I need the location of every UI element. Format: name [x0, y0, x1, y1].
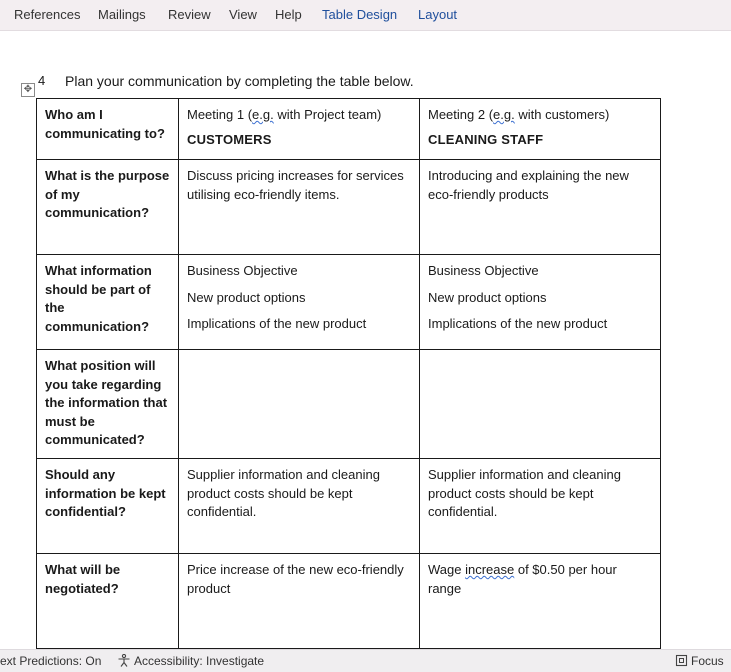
- meeting2-cell[interactable]: [420, 350, 661, 459]
- question-cell[interactable]: [37, 160, 179, 255]
- meeting1-header-cell[interactable]: [179, 99, 420, 160]
- meeting2-cell[interactable]: [420, 255, 661, 350]
- meeting2-cell[interactable]: [420, 459, 661, 554]
- row-question: What position will you take regarding the information that must be communicated?: [45, 358, 168, 447]
- tab-view[interactable]: View: [229, 7, 257, 22]
- row-question: What information should be part of the communication?: [45, 263, 152, 334]
- meeting2-cell[interactable]: [420, 554, 661, 649]
- status-bar: [0, 649, 731, 672]
- cell-text: Supplier information and cleaning product costs should be kept confidential.: [187, 467, 380, 519]
- spelling-flag: e.g.: [252, 107, 274, 122]
- meeting2-audience: CLEANING STAFF: [428, 131, 544, 147]
- table-row: [37, 160, 661, 255]
- row-question: What is the purpose of my communication?: [45, 168, 170, 220]
- meeting2-header-cell[interactable]: [420, 99, 661, 160]
- meeting1-label: Meeting 1 (e.g. with Project team): [187, 107, 382, 122]
- table-row: [37, 459, 661, 554]
- list-item: Implications of the new product: [428, 316, 608, 331]
- meeting1-cell[interactable]: [179, 350, 420, 459]
- meeting2-label: Meeting 2 (e.g. with customers): [428, 107, 610, 122]
- table-row: [37, 99, 661, 160]
- list-item: Business Objective: [187, 263, 298, 278]
- header-question-cell[interactable]: [37, 99, 179, 160]
- cell-text: Price increase of the new eco-friendly product: [187, 562, 404, 596]
- question-cell[interactable]: [37, 459, 179, 554]
- tab-table-design[interactable]: Table Design: [322, 7, 398, 22]
- row-question: Who am I communicating to?: [45, 107, 165, 141]
- row-question: Should any information be kept confidential?: [45, 467, 166, 519]
- list-item: Business Objective: [428, 263, 539, 278]
- tab-help[interactable]: Help: [275, 7, 302, 22]
- tab-layout[interactable]: Layout: [418, 7, 458, 22]
- focus-button[interactable]: Focus: [675, 654, 724, 668]
- question-text: Plan your communication by completing the table below.: [65, 73, 414, 89]
- list-item: Implications of the new product: [187, 316, 367, 331]
- ribbon-tabs: [0, 0, 731, 31]
- cell-text: Wage increase of $0.50 per hour range: [428, 562, 617, 596]
- tab-review[interactable]: Review: [168, 7, 211, 22]
- meeting1-cell[interactable]: [179, 160, 420, 255]
- text-predictions-status[interactable]: ext Predictions: On: [0, 654, 102, 668]
- list-item: New product options: [428, 289, 547, 305]
- grammar-flag: increase: [465, 562, 515, 577]
- table-row: [37, 554, 661, 649]
- focus-icon: [675, 654, 688, 667]
- cell-text: Discuss pricing increases for services utilising eco-friendly items.: [187, 168, 404, 202]
- list-item: New product options: [187, 289, 306, 305]
- communication-table: [36, 98, 661, 649]
- question-cell[interactable]: [37, 255, 179, 350]
- meeting1-audience: CUSTOMERS: [187, 131, 272, 147]
- row-question: What will be negotiated?: [45, 562, 121, 596]
- meeting1-cell[interactable]: [179, 554, 420, 649]
- table-row: [37, 350, 661, 459]
- cell-text: Supplier information and cleaning product costs should be kept confidential.: [428, 467, 621, 519]
- table-move-handle-icon[interactable]: ✥: [21, 83, 35, 97]
- meeting1-cell[interactable]: [179, 255, 420, 350]
- spelling-flag: e.g.: [493, 107, 515, 122]
- question-cell[interactable]: [37, 554, 179, 649]
- accessibility-icon: [117, 654, 131, 667]
- table-row: [37, 255, 661, 350]
- question-number: 4: [38, 73, 46, 88]
- meeting1-cell[interactable]: [179, 459, 420, 554]
- question-cell[interactable]: [37, 350, 179, 459]
- tab-references[interactable]: References: [14, 7, 81, 22]
- tab-mailings[interactable]: Mailings: [98, 7, 146, 22]
- cell-text: Introducing and explaining the new eco-friendly products: [428, 168, 629, 202]
- accessibility-status[interactable]: Accessibility: Investigate: [117, 654, 264, 668]
- meeting2-cell[interactable]: [420, 160, 661, 255]
